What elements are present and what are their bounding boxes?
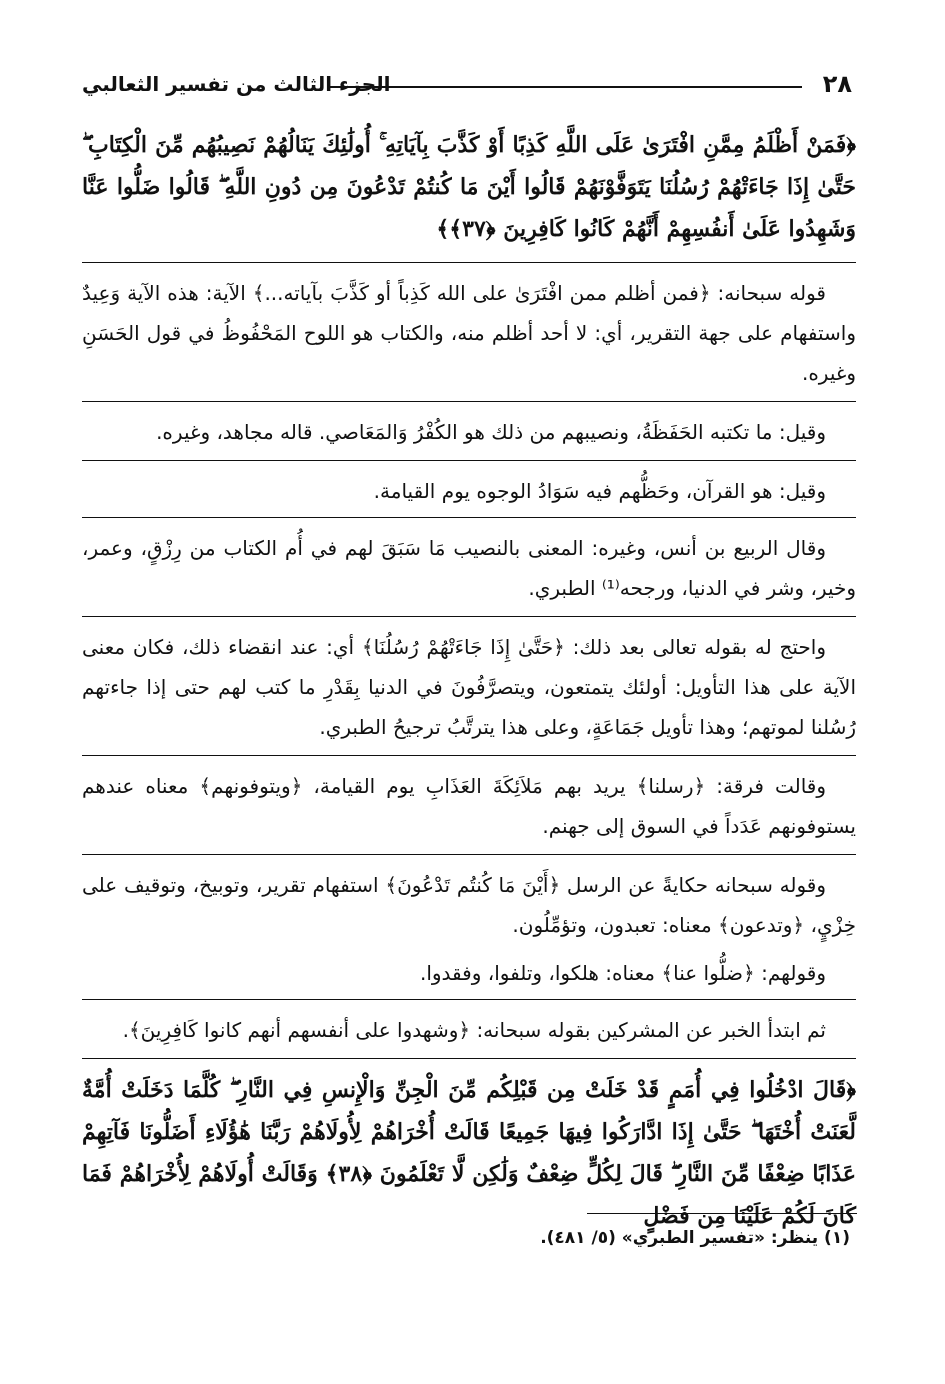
paragraph-separator	[82, 460, 856, 461]
commentary-paragraph: قوله سبحانه: ﴿فمن أظلم ممن افْتَرَىٰ على الله كَذِباً أو كَذَّبَ بآياته...﴾ الآية: هذه الآية وَعِيدٌ واستفهام على جهة التقرير، أي: لا أحد أظلم منه، والكتاب هو اللوح المَحْفُوظُ في قول الحَسَنِ وغيره.	[82, 281, 856, 385]
footnote: (١) ينظر: «تفسير الطبري» (٥/ ٤٨١).	[540, 1228, 850, 1248]
paragraph-separator	[82, 616, 856, 617]
commentary-paragraph: وقوله سبحانه حكايةً عن الرسل ﴿أَيْنَ مَا كُنتُم تَدْعُونَ﴾ استفهام تقرير، وتوبيخ، وتوقيف على خِزْيٍ، ﴿وتدعون﴾ معناه: تعبدون، وتؤمِّلُون.	[82, 873, 856, 937]
verse-separator	[82, 262, 856, 263]
running-title: الجزء الثالث من تفسير الثعالبي	[82, 72, 391, 96]
paragraph-separator	[82, 401, 856, 402]
paragraph-separator	[82, 854, 856, 855]
commentary-paragraph: واحتج له بقوله تعالى بعد ذلك: ﴿حَتَّىٰ إِذَا جَاءَتْهُمْ رُسُلُنَا﴾ أي: عند انقضاء ذلك، فكان معنى الآية على هذا التأويل: أولئك يتمتعون، ويتصرَّفُونَ في الدنيا بِقَدْرِ ما كتب لهم حتى إذا جاءتهم رُسُلنا لموتهم؛ وهذا تأويل جَمَاعَةٍ، وعلى هذا يترتَّبُ ترجيحُ الطبري.	[82, 635, 856, 739]
header-rule	[330, 86, 802, 88]
commentary-paragraph: وقيل: هو القرآن، وحَظُّهم فيه سَوَادُ الوجوه يوم القيامة.	[373, 479, 826, 503]
page-number: ٢٨	[822, 70, 852, 98]
commentary-paragraph: وقولهم: ﴿ضلُّوا عنا﴾ معناه: هلكوا، وتلفوا، وفقدوا.	[419, 961, 826, 985]
quran-verse-37: ﴿فَمَنْ أَظْلَمُ مِمَّنِ افْتَرَىٰ عَلَى اللَّهِ كَذِبًا أَوْ كَذَّبَ بِآيَاتِهِ ۚ أُولَٰئِكَ يَنَالُهُمْ نَصِيبُهُم مِّنَ الْكِتَابِ ۖ حَتَّىٰ إِذَا جَاءَتْهُمْ رُسُلُنَا يَتَوَفَّوْنَهُمْ قَالُوا أَيْنَ مَا كُنتُمْ تَدْعُونَ مِن دُونِ اللَّهِ ۖ قَالُوا ضَلُّوا عَنَّا وَشَهِدُوا عَلَىٰ أَنفُسِهِمْ أَنَّهُمْ كَانُوا كَافِرِينَ ﴿٣٧﴾﴾	[82, 132, 856, 242]
page-body	[82, 124, 856, 1249]
quran-verse-38: ﴿قَالَ ادْخُلُوا فِي أُمَمٍ قَدْ خَلَتْ مِن قَبْلِكُم مِّنَ الْجِنِّ وَالْإِنسِ فِي النَّارِ ۖ كُلَّمَا دَخَلَتْ أُمَّةٌ لَّعَنَتْ أُخْتَهَا ۖ حَتَّىٰ إِذَا ادَّارَكُوا فِيهَا جَمِيعًا قَالَتْ أُخْرَاهُمْ لِأُولَاهُمْ رَبَّنَا هَٰؤُلَاءِ أَضَلُّونَا فَآتِهِمْ عَذَابًا ضِعْفًا مِّنَ النَّارِ ۖ قَالَ لِكُلٍّ ضِعْفٌ وَلَٰكِن لَّا تَعْلَمُونَ ﴿٣٨﴾ وَقَالَتْ أُولَاهُمْ لِأُخْرَاهُمْ فَمَا كَانَ لَكُمْ عَلَيْنَا مِن فَضْلٍ	[82, 1077, 856, 1229]
footnote-rule	[587, 1213, 857, 1214]
commentary-paragraph: ثم ابتدأ الخبر عن المشركين بقوله سبحانه: ﴿وشهدوا على أنفسهم أنهم كانوا كَافِرِينَ﴾.	[122, 1018, 826, 1042]
verse-separator	[82, 1058, 856, 1059]
commentary-paragraph: وقالت فرقة: ﴿رسلنا﴾ يريد بهم مَلاَئِكَةَ العَذَابِ يوم القيامة، ﴿ويتوفونهم﴾ معناه عندهم يستوفونهم عَدَداً في السوق إلى جهنم.	[82, 774, 856, 838]
paragraph-separator	[82, 999, 856, 1000]
commentary-paragraph: وقيل: ما تكتبه الحَفَظَةُ، ونصيبهم من ذلك هو الكُفْرُ وَالمَعَاصي. قاله مجاهد، وغيره.	[156, 420, 826, 444]
paragraph-separator	[82, 755, 856, 756]
commentary-paragraph: وقال الربيع بن أنس، وغيره: المعنى بالنصيب مَا سَبَقَ لهم في أُم الكتاب من رِزْقٍ، وعمر، وخير، وشر في الدنيا، ورجحه⁽¹⁾ الطبري.	[82, 536, 856, 600]
page-header	[82, 66, 852, 106]
paragraph-separator	[82, 517, 856, 518]
